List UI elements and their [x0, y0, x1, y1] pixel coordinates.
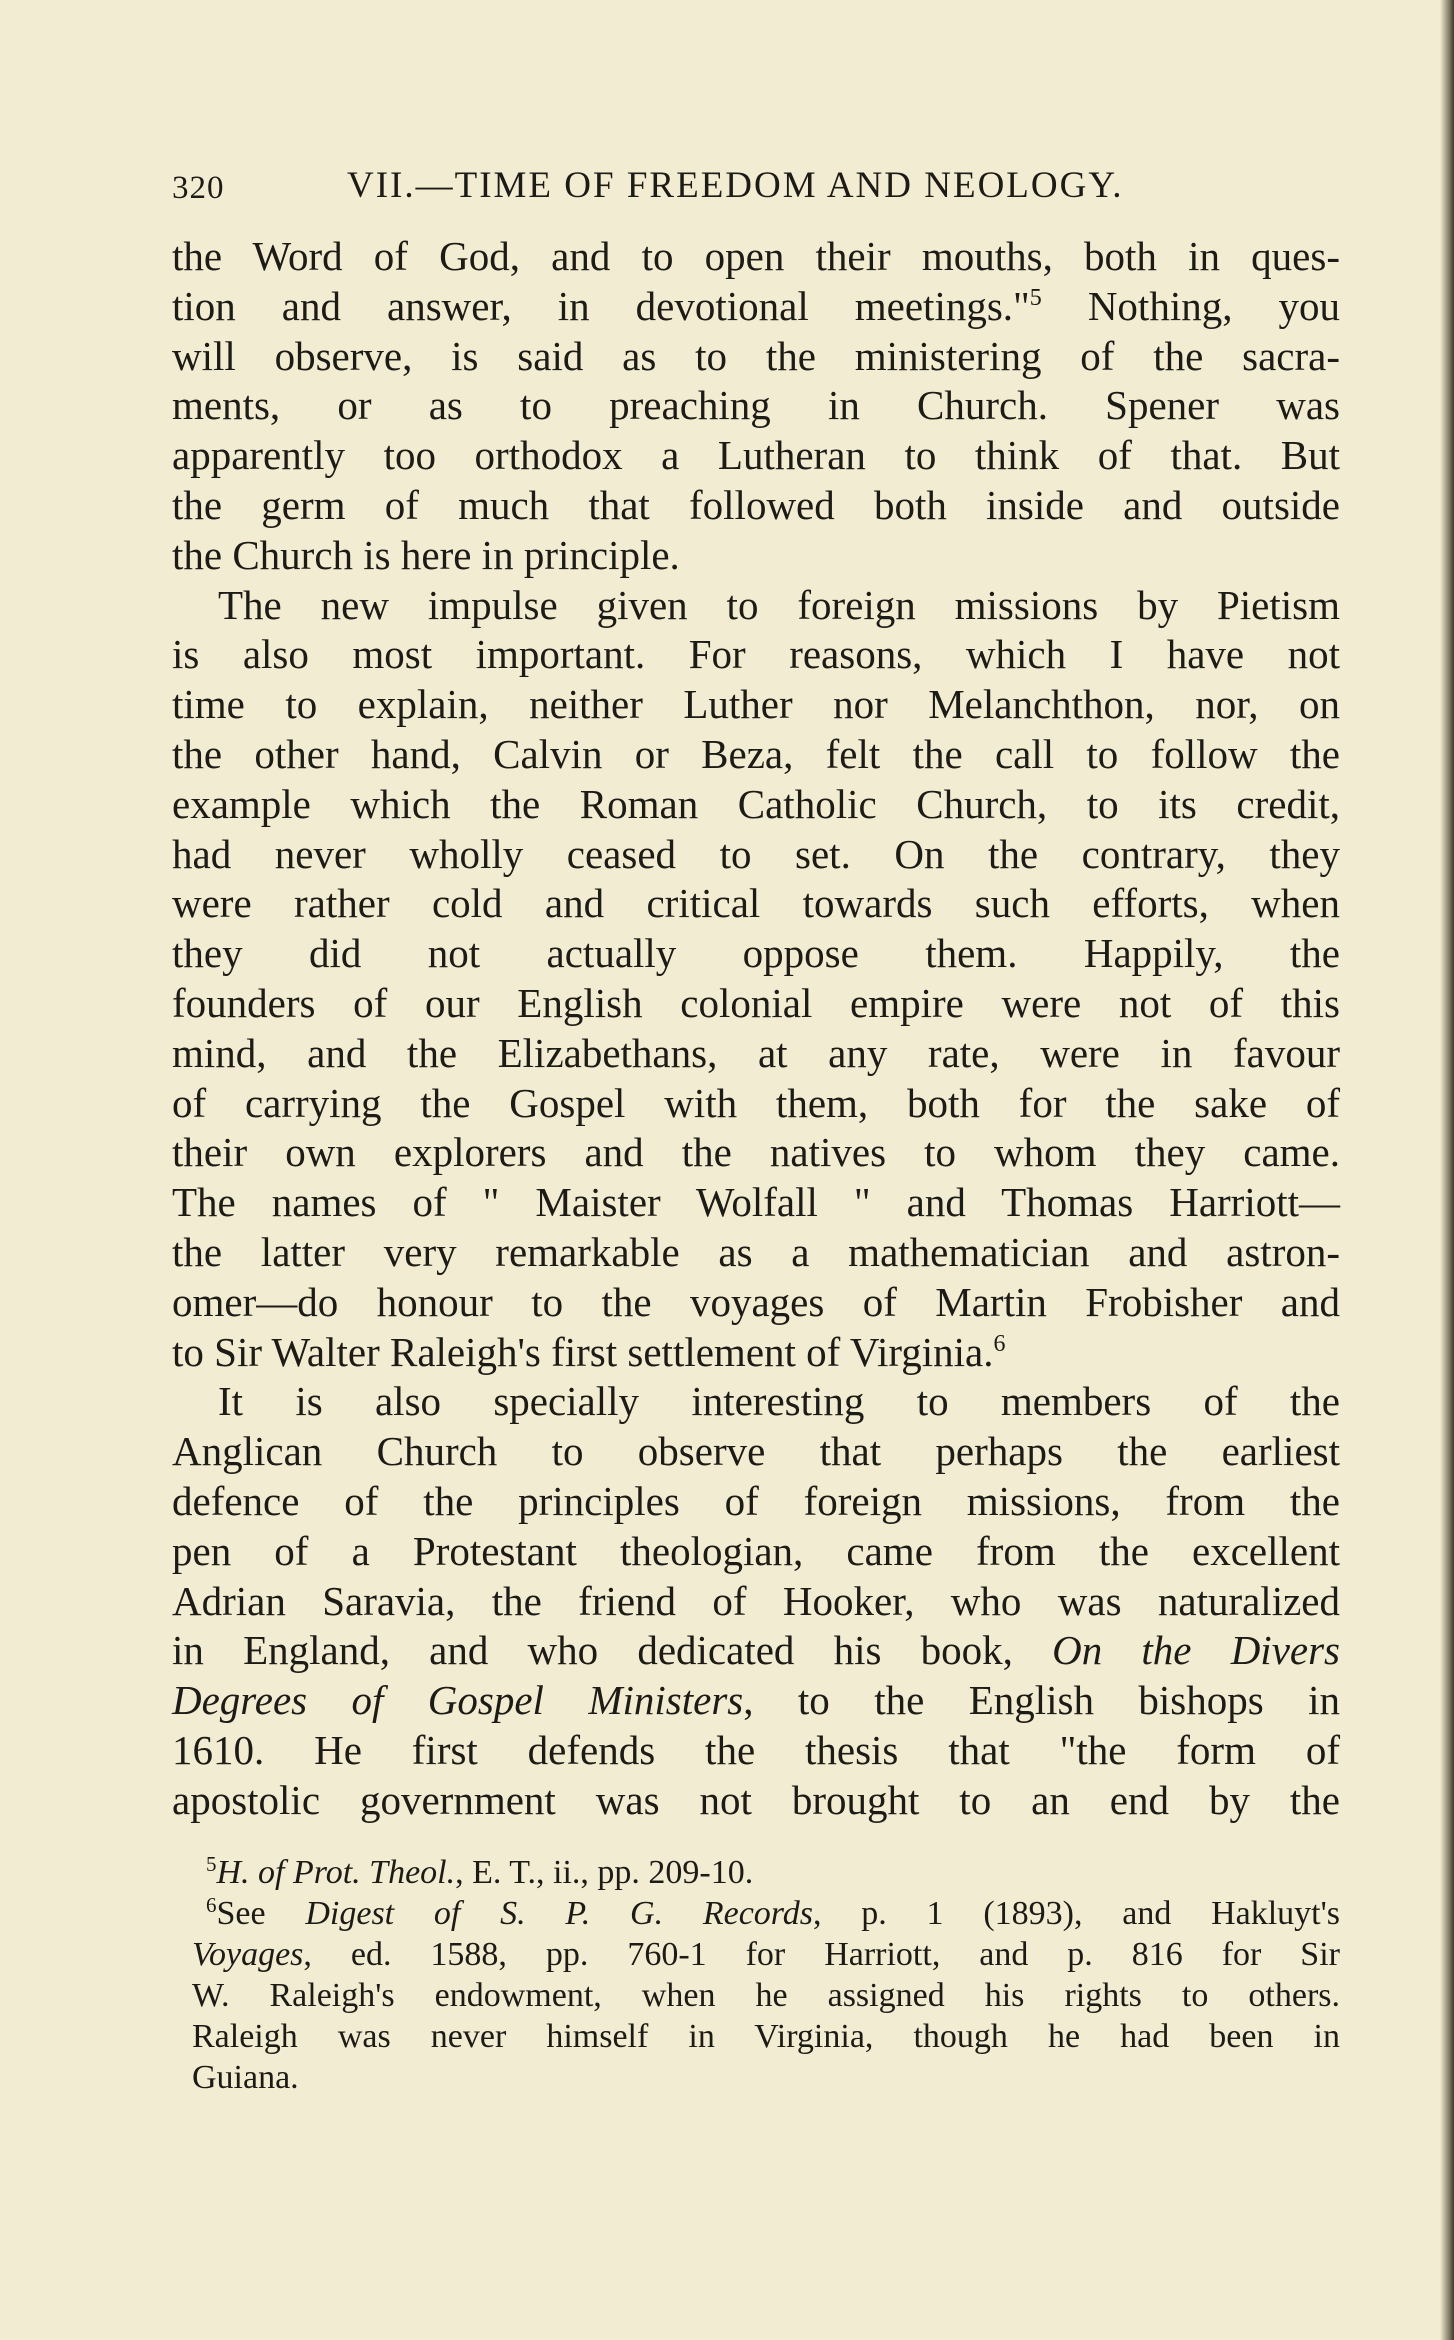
- text-line: pen of a Protestant theologian, came from the excellent: [172, 1527, 1340, 1574]
- text-line: of carrying the Gospel with them, both for the sake of: [172, 1079, 1340, 1126]
- text-fragment: to Sir Walter Raleigh's first settlement of Virginia.: [172, 1328, 994, 1375]
- text-line: they did not actually oppose them. Happily, the: [172, 930, 1340, 977]
- text-line: had never wholly ceased to set. On the contrary, they: [172, 830, 1340, 877]
- text-line: founders of our English colonial empire were not of this: [172, 979, 1340, 1026]
- text-line: apparently too orthodox a Lutheran to think of that. But: [172, 432, 1340, 479]
- text-line: Adrian Saravia, the friend of Hooker, who was naturalized: [172, 1577, 1340, 1624]
- text-line: omer—do honour to the voyages of Martin Frobisher and: [172, 1278, 1340, 1325]
- footnote-ref: 5: [1029, 284, 1042, 311]
- footnote-ref: 6: [993, 1330, 1006, 1357]
- footnote-line: [192, 1934, 1340, 1975]
- text-line: 1610. He first defends the thesis that "the form of: [172, 1726, 1340, 1773]
- footnote-line: Raleigh was never himself in Virginia, though he had been in: [192, 2018, 1340, 2055]
- text-line: [172, 1676, 1340, 1726]
- footnotes: [192, 1852, 1340, 2098]
- book-title: Degrees of Gospel Ministers: [172, 1677, 744, 1724]
- text-line: were rather cold and critical towards such efforts, when: [172, 880, 1340, 927]
- footnote-text: , ed. 1588, pp. 760-1 for Harriott, and p. 816 for Sir: [303, 1936, 1340, 1973]
- text-fragment: , to the English bishops in: [743, 1677, 1340, 1724]
- text-line: The names of " Maister Wolfall " and Thomas Harriott—: [172, 1179, 1340, 1226]
- text-fragment: Nothing, you: [1087, 282, 1340, 329]
- text-line: It is also specially interesting to members of the: [218, 1378, 1340, 1425]
- footnote-marker: 6: [206, 1893, 217, 1917]
- book-title: On the Divers: [1052, 1627, 1340, 1674]
- footnote-text: , E. T., ii., pp. 209-10.: [455, 1854, 754, 1891]
- text-line: defence of the principles of foreign missions, from the: [172, 1477, 1340, 1524]
- footnote-text: , p. 1 (1893), and Hakluyt's: [813, 1895, 1340, 1932]
- text-line: [172, 1328, 1340, 1378]
- main-text: [172, 232, 1340, 1826]
- footnote-text: See: [216, 1895, 306, 1932]
- text-line: [172, 282, 1340, 332]
- text-line: the germ of much that followed both inside and outside: [172, 481, 1340, 528]
- text-line: ments, or as to preaching in Church. Spener was: [172, 382, 1340, 429]
- text-line: the latter very remarkable as a mathematician and astron-: [172, 1228, 1340, 1275]
- page-edge-shadow: [1440, 0, 1454, 2340]
- text-line: mind, and the Elizabethans, at any rate, were in favour: [172, 1029, 1340, 1076]
- footnote-marker: 5: [206, 1852, 217, 1876]
- text-line: their own explorers and the natives to whom they came.: [172, 1129, 1340, 1176]
- text-line: will observe, is said as to the ministering of the sacra-: [172, 332, 1340, 379]
- text-line: example which the Roman Catholic Church, to its credit,: [172, 780, 1340, 827]
- text-line: time to explain, neither Luther nor Melanchthon, nor, on: [172, 681, 1340, 728]
- text-line: apostolic government was not brought to an end by the: [172, 1776, 1340, 1823]
- footnote-5: [192, 1852, 1340, 1893]
- page-number: 320: [172, 170, 225, 206]
- text-line: Anglican Church to observe that perhaps the earliest: [172, 1428, 1340, 1475]
- text-line: the Word of God, and to open their mouths, both in ques-: [172, 233, 1340, 279]
- footnote-line: Guiana.: [192, 2059, 299, 2096]
- footnote-title: Digest of S. P. G. Records: [305, 1895, 814, 1932]
- page-header: [172, 160, 1342, 212]
- footnote-line: W. Raleigh's endowment, when he assigned his rights to others.: [192, 1977, 1340, 2014]
- footnote-title: H. of Prot. Theol.: [216, 1854, 456, 1891]
- text-line: is also most important. For reasons, which I have not: [172, 631, 1340, 678]
- footnote-6: [192, 1893, 1340, 1934]
- footnote-title: Voyages: [192, 1936, 304, 1973]
- running-title: VII.—TIME OF FREEDOM AND NEOLOGY.: [347, 165, 1124, 206]
- text-line: The new impulse given to foreign missions by Pietism: [218, 581, 1340, 628]
- text-fragment: tion and answer, in devotional meetings.": [172, 282, 1030, 329]
- text-fragment: in England, and who dedicated his book,: [172, 1627, 1013, 1674]
- text-line: the other hand, Calvin or Beza, felt the call to follow the: [172, 730, 1340, 777]
- text-line: the Church is here in principle.: [172, 531, 680, 578]
- text-line: [172, 1626, 1340, 1676]
